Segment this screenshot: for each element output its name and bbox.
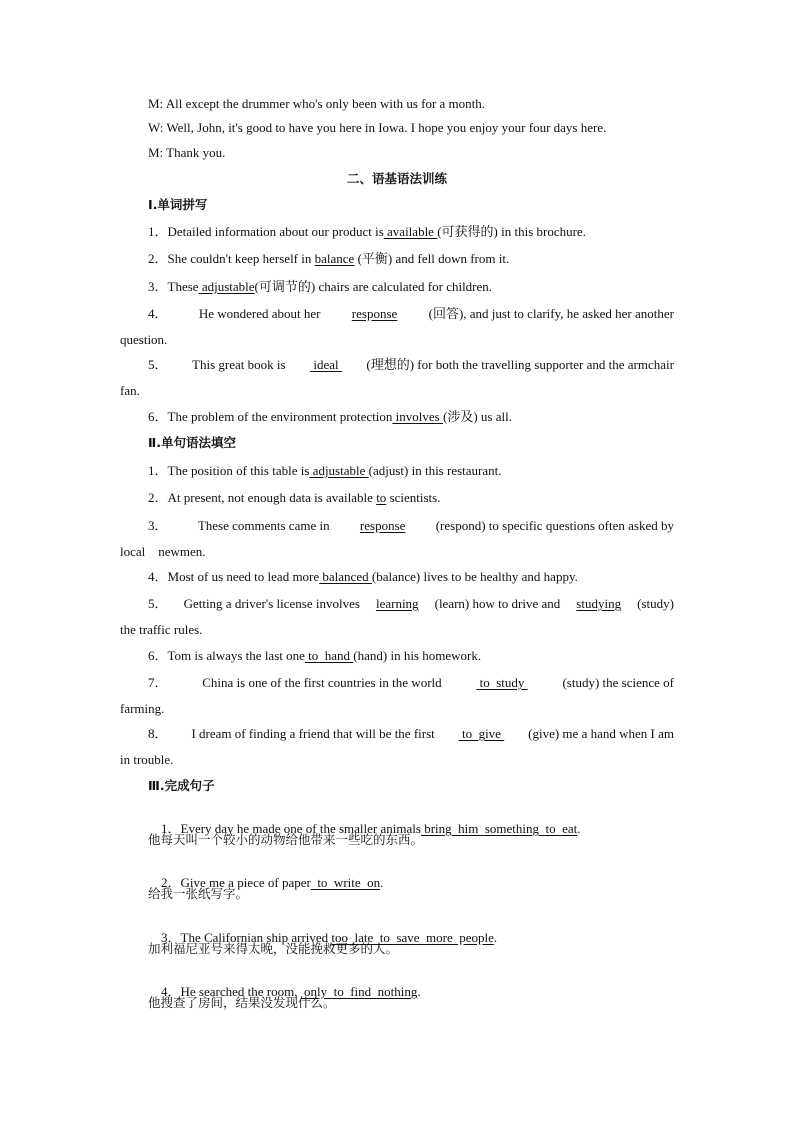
answer: to hand — [304, 648, 354, 663]
question-2-4: 4．Most of us need to lead more balanced (balance) lives to be healthy and happy. — [148, 569, 578, 584]
answer: ideal — [310, 357, 342, 372]
question-2-7-cont: farming. — [120, 701, 165, 716]
question-1-6: 6．The problem of the environment protection involves (涉及) us all. — [148, 409, 512, 424]
question-2-8-cont: in trouble. — [120, 752, 174, 767]
answer: available — [383, 224, 438, 239]
question-2-6: 6．Tom is always the last one to hand (hand) in his homework. — [148, 648, 482, 663]
translation-3-3: 加利福尼亚号来得太晚，没能挽救更多的人。 — [148, 941, 399, 956]
dialogue-line: W: Well, John, it's good to have you here in Iowa. I hope you enjoy your four days here. — [148, 120, 607, 135]
answer: involves — [392, 409, 443, 424]
question-2-8: 8． I dream of finding a friend that will be the first to give (give) me a hand when I am — [148, 726, 674, 741]
answer: bring him something to eat — [420, 821, 578, 836]
section-title: 二、语基语法训练 — [346, 171, 447, 186]
question-2-5: 5． Getting a driver's license involves learning (learn) how to drive and studying (study) — [148, 596, 674, 611]
answer: too late to save more people — [331, 930, 494, 945]
question-1-5-cont: fan. — [120, 383, 140, 398]
answer: balance — [314, 251, 355, 266]
question-1-4: 4． He wondered about her response (回答), and just to clarify, he asked her another — [148, 306, 674, 321]
dialogue-line: M: Thank you. — [148, 145, 226, 160]
question-2-3: 3． These comments came in response (respond) to specific questions often asked by — [148, 518, 674, 533]
translation-3-1: 他每天叫一个较小的动物给他带来一些吃的东西。 — [148, 832, 424, 847]
question-2-5-cont: the traffic rules. — [120, 622, 203, 637]
answer: adjustable — [198, 279, 255, 294]
answer: response — [359, 518, 406, 533]
question-1-2: 2．She couldn't keep herself in balance (平衡) and fell down from it. — [148, 251, 510, 266]
answer: response — [351, 306, 398, 321]
question-2-3-cont: local newmen. — [120, 544, 206, 559]
question-1-3: 3．These adjustable(可调节的) chairs are calculated for children. — [148, 279, 493, 294]
question-3-3: 3．The Californian ship arrived too late to save more people. — [161, 930, 498, 945]
part2-heading: Ⅱ.单句语法填空 — [148, 435, 236, 450]
translation-3-2: 给我一张纸写字。 — [148, 886, 249, 901]
question-1-1: 1．Detailed information about our product is available (可获得的) in this brochure. — [148, 224, 586, 239]
answer: learning — [375, 596, 419, 611]
part3-heading: Ⅲ.完成句子 — [148, 778, 215, 793]
answer: balanced — [319, 569, 372, 584]
answer: studying — [576, 596, 622, 611]
answer: only to find nothing — [300, 984, 418, 999]
question-1-4-cont: question. — [120, 332, 168, 347]
answer: to give — [458, 726, 505, 741]
answer: to write on — [310, 875, 381, 890]
question-1-5: 5． This great book is ideal (理想的) for both the travelling supporter and the armchair — [148, 357, 674, 372]
question-3-4: 4．He searched the room, only to find nothing. — [161, 984, 421, 999]
answer: to — [376, 490, 387, 505]
translation-3-4: 他搜查了房间，结果没发现什么。 — [148, 995, 336, 1010]
question-2-1: 1．The position of this table is adjustable (adjust) in this restaurant. — [148, 463, 502, 478]
part1-heading: Ⅰ.单词拼写 — [148, 197, 208, 212]
answer: adjustable — [309, 463, 369, 478]
question-3-1: 1．Every day he made one of the smaller animals bring him something to eat. — [161, 821, 581, 836]
question-2-7: 7． China is one of the first countries in the world to study (study) the science of — [148, 675, 674, 690]
question-3-2: 2．Give me a piece of paper to write on. — [161, 875, 384, 890]
answer: to study — [476, 675, 528, 690]
question-2-2: 2．At present, not enough data is available to scientists. — [148, 490, 441, 505]
dialogue-line: M: All except the drummer who's only been with us for a month. — [148, 96, 486, 111]
